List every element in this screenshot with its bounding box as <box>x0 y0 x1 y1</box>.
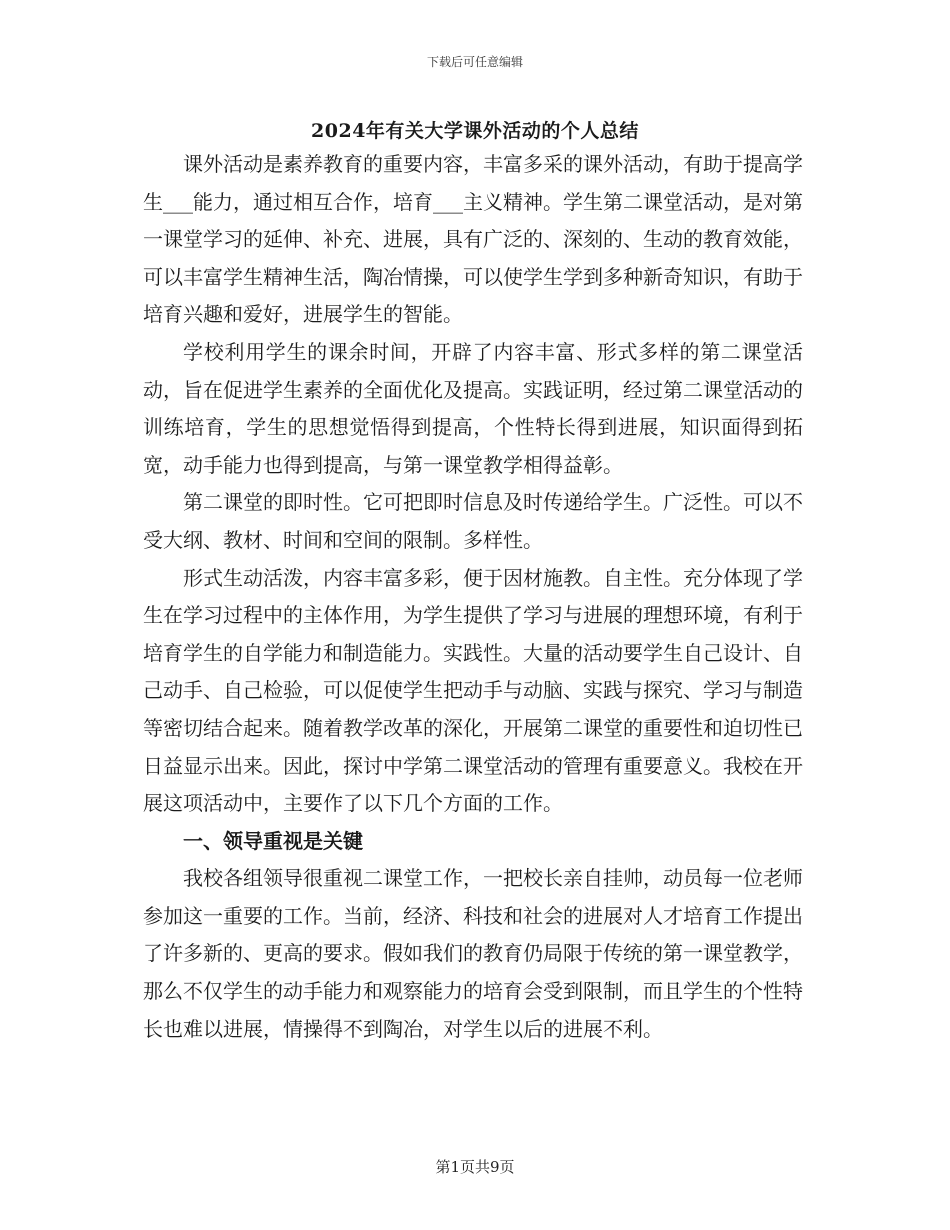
paragraph-2: 学校利用学生的课余时间，开辟了内容丰富、形式多样的第二课堂活动，旨在促进学生素养的全面优化及提高。实践证明，经过第二课堂活动的训练培育，学生的思想觉悟得到提高，个性特长得到进展，知识面得到拓宽，动手能力也得到提高，与第一课堂教学相得益彰。 <box>143 339 803 477</box>
document-title: 2024年有关大学课外活动的个人总结 <box>311 120 639 142</box>
page-number: 第1页共9页 <box>435 1158 515 1176</box>
paragraph-3: 第二课堂的即时性。它可把即时信息及时传递给学生。广泛性。可以不受大纲、教材、时间和空间的限制。多样性。 <box>143 490 803 552</box>
section-paragraph: 我校各组领导很重视二课堂工作，一把校长亲自挂帅，动员每一位老师参加这一重要的工作。当前，经济、科技和社会的进展对人才培育工作提出了许多新的、更高的要求。假如我们的教育仍局限于传统的第一课堂教学，那么不仅学生的动手能力和观察能力的培育会受到限制，而且学生的个性特长也难以进展，情操得不到陶冶，对学生以后的进展不利。 <box>143 866 803 1041</box>
header-note: 下载后可任意编辑 <box>426 55 523 69</box>
section-heading: 一、领导重视是关键 <box>183 828 363 853</box>
paragraph-4: 形式生动活泼，内容丰富多彩，便于因材施教。自主性。充分体现了学生在学习过程中的主体作用，为学生提供了学习与进展的理想环境，有利于培育学生的自学能力和制造能力。实践性。大量的活动要学生自己设计、自己动手、自己检验，可以促使学生把动手与动脑、实践与探究、学习与制造等密切结合起来。随着教学改革的深化，开展第二课堂的重要性和迫切性已日益显示出来。因此，探讨中学第二课堂活动的管理有重要意义。我校在开展这项活动中，主要作了以下几个方面的工作。 <box>143 565 803 816</box>
paragraph-1: 课外活动是素养教育的重要内容，丰富多采的课外活动，有助于提高学生___能力，通过相互合作，培育___主义精神。学生第二课堂活动，是对第一课堂学习的延伸、补充、进展，具有广泛的、深刻的、生动的教育效能，可以丰富学生精神生活，陶冶情操，可以使学生学到多种新奇知识，有助于培育兴趣和爱好，进展学生的智能。 <box>143 152 803 327</box>
document-body <box>143 146 803 1048</box>
